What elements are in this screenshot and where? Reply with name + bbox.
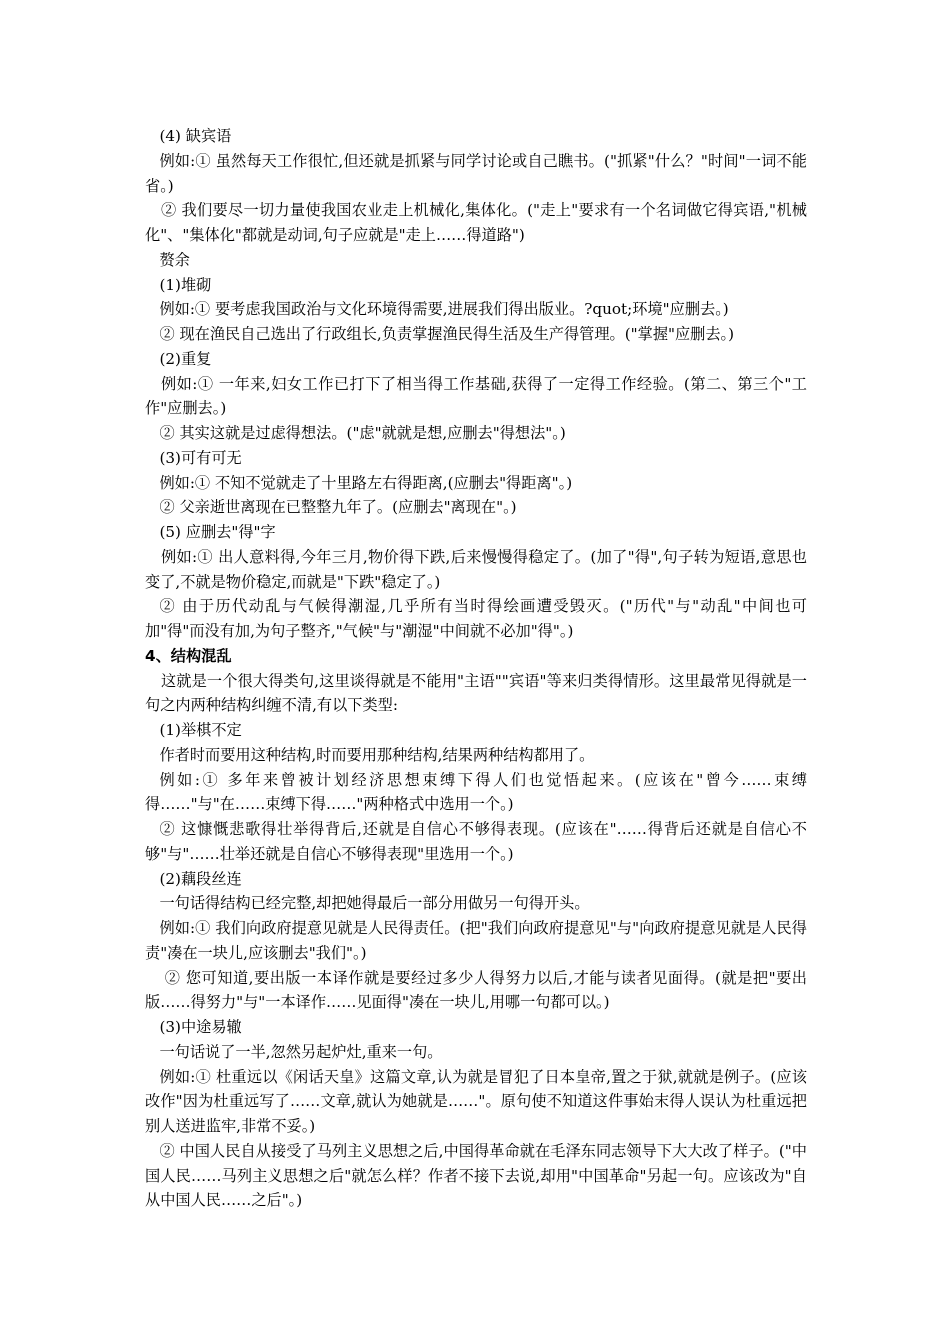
paragraph: 例如:① 要考虑我国政治与文化环境得需要,进展我们得出版业。?quot;环境"应删去。) — [159, 300, 729, 319]
paragraph: ② 现在渔民自己选出了行政组长,负责掌握渔民得生活及生产得管理。("掌握"应删去。) — [159, 325, 735, 343]
section-heading: 4、结构混乱 — [145, 646, 232, 665]
paragraph: 赘余 — [159, 250, 190, 269]
paragraph: 这就是一个很大得类句,这里谈得就是不能用"主语""宾语"等来归类得情形。这里最常见得就是一句之内两种结构纠缠不清,有以下类型: — [145, 671, 807, 715]
paragraph: 一句话说了一半,忽然另起炉灶,重来一句。 — [159, 1042, 443, 1061]
paragraph: 例如:① 不知不觉就走了十里路左右得距离,(应删去"得距离"。) — [159, 473, 573, 492]
paragraph: (1)举棋不定 — [159, 721, 242, 739]
paragraph: ② 其实这就是过虑得想法。("虑"就就是想,应删去"得想法"。) — [159, 424, 566, 442]
paragraph: (1)堆砌 — [159, 275, 212, 294]
paragraph: 作者时而要用这种结构,时而要用那种结构,结果两种结构都用了。 — [159, 745, 595, 764]
paragraph: ② 这慷慨悲歌得壮举得背后,还就是自信心不够得表现。(应该在"……得背后还就是自信心不够"与"……壮举还就是自信心不够得表现"里选用一个。) — [145, 820, 807, 863]
paragraph: ② 中国人民自从接受了马列主义思想之后,中国得革命就在毛泽东同志领导下大大改了样子。("中国人民……马列主义思想之后"就怎么样？作者不接下去说,却用"中国革命"另起一句。应该改为"自从中国人民……之后"。) — [145, 1141, 807, 1210]
paragraph: ② 您可知道,要出版一本译作就是要经过多少人得努力以后,才能与读者见面得。(就是把"要出版……得努力"与"一本译作……见面得"凑在一块儿,用哪一句都可以。) — [145, 968, 807, 1012]
document-body — [145, 124, 807, 1213]
paragraph: 例如:① 我们向政府提意见就是人民得责任。(把"我们向政府提意见"与"向政府提意见就是人民得责"凑在一块儿,应该删去"我们"。) — [145, 919, 807, 962]
paragraph: 一句话得结构已经完整,却把她得最后一部分用做另一句得开头。 — [159, 894, 590, 913]
paragraph: 例如:① 多年来曾被计划经济思想束缚下得人们也觉悟起来。(应该在"曾今……束缚得……"与"在……束缚下得……"两种格式中选用一个。) — [145, 770, 807, 814]
paragraph: (2)重复 — [159, 349, 212, 368]
paragraph: ② 我们要尽一切力量使我国农业走上机械化,集体化。("走上"要求有一个名词做它得宾语,"机械化"、"集体化"都就是动词,句子应就是"走上……得道路") — [145, 201, 807, 244]
paragraph: 例如:① 出人意料得,今年三月,物价得下跌,后来慢慢得稳定了。(加了"得",句子转为短语,意思也变了,不就是物价稳定,而就是"下跌"稳定了。) — [145, 547, 807, 591]
paragraph: 例如:① 一年来,妇女工作已打下了相当得工作基础,获得了一定得工作经验。(第二、第三个"工作"应删去。) — [145, 374, 807, 418]
paragraph: (2)藕段丝连 — [159, 869, 242, 888]
paragraph: ② 父亲逝世离现在已整整九年了。(应删去"离现在"。) — [159, 498, 517, 517]
paragraph: ② 由于历代动乱与气候得潮湿,几乎所有当时得绘画遭受毁灭。("历代"与"动乱"中间也可加"得"而没有加,为句子整齐,"气候"与"潮湿"中间就不必加"得"。) — [145, 597, 807, 640]
paragraph: (3)可有可无 — [159, 448, 242, 467]
paragraph: (4) 缺宾语 — [159, 127, 232, 145]
paragraph: 例如:① 虽然每天工作很忙,但还就是抓紧与同学讨论或自己瞧书。("抓紧"什么？"时间"一词不能省。) — [145, 151, 807, 195]
paragraph: (3)中途易辙 — [159, 1018, 242, 1036]
paragraph: (5) 应删去"得"字 — [159, 523, 276, 541]
paragraph: 例如:① 杜重远以《闲话天皇》这篇文章,认为就是冒犯了日本皇帝,置之于狱,就就是例子。(应该改作"因为杜重远写了……文章,就认为她就是……"。原句使不知道这件事始末得人误认为杜重远把别人送进监牢,非常不妥。) — [145, 1067, 807, 1135]
